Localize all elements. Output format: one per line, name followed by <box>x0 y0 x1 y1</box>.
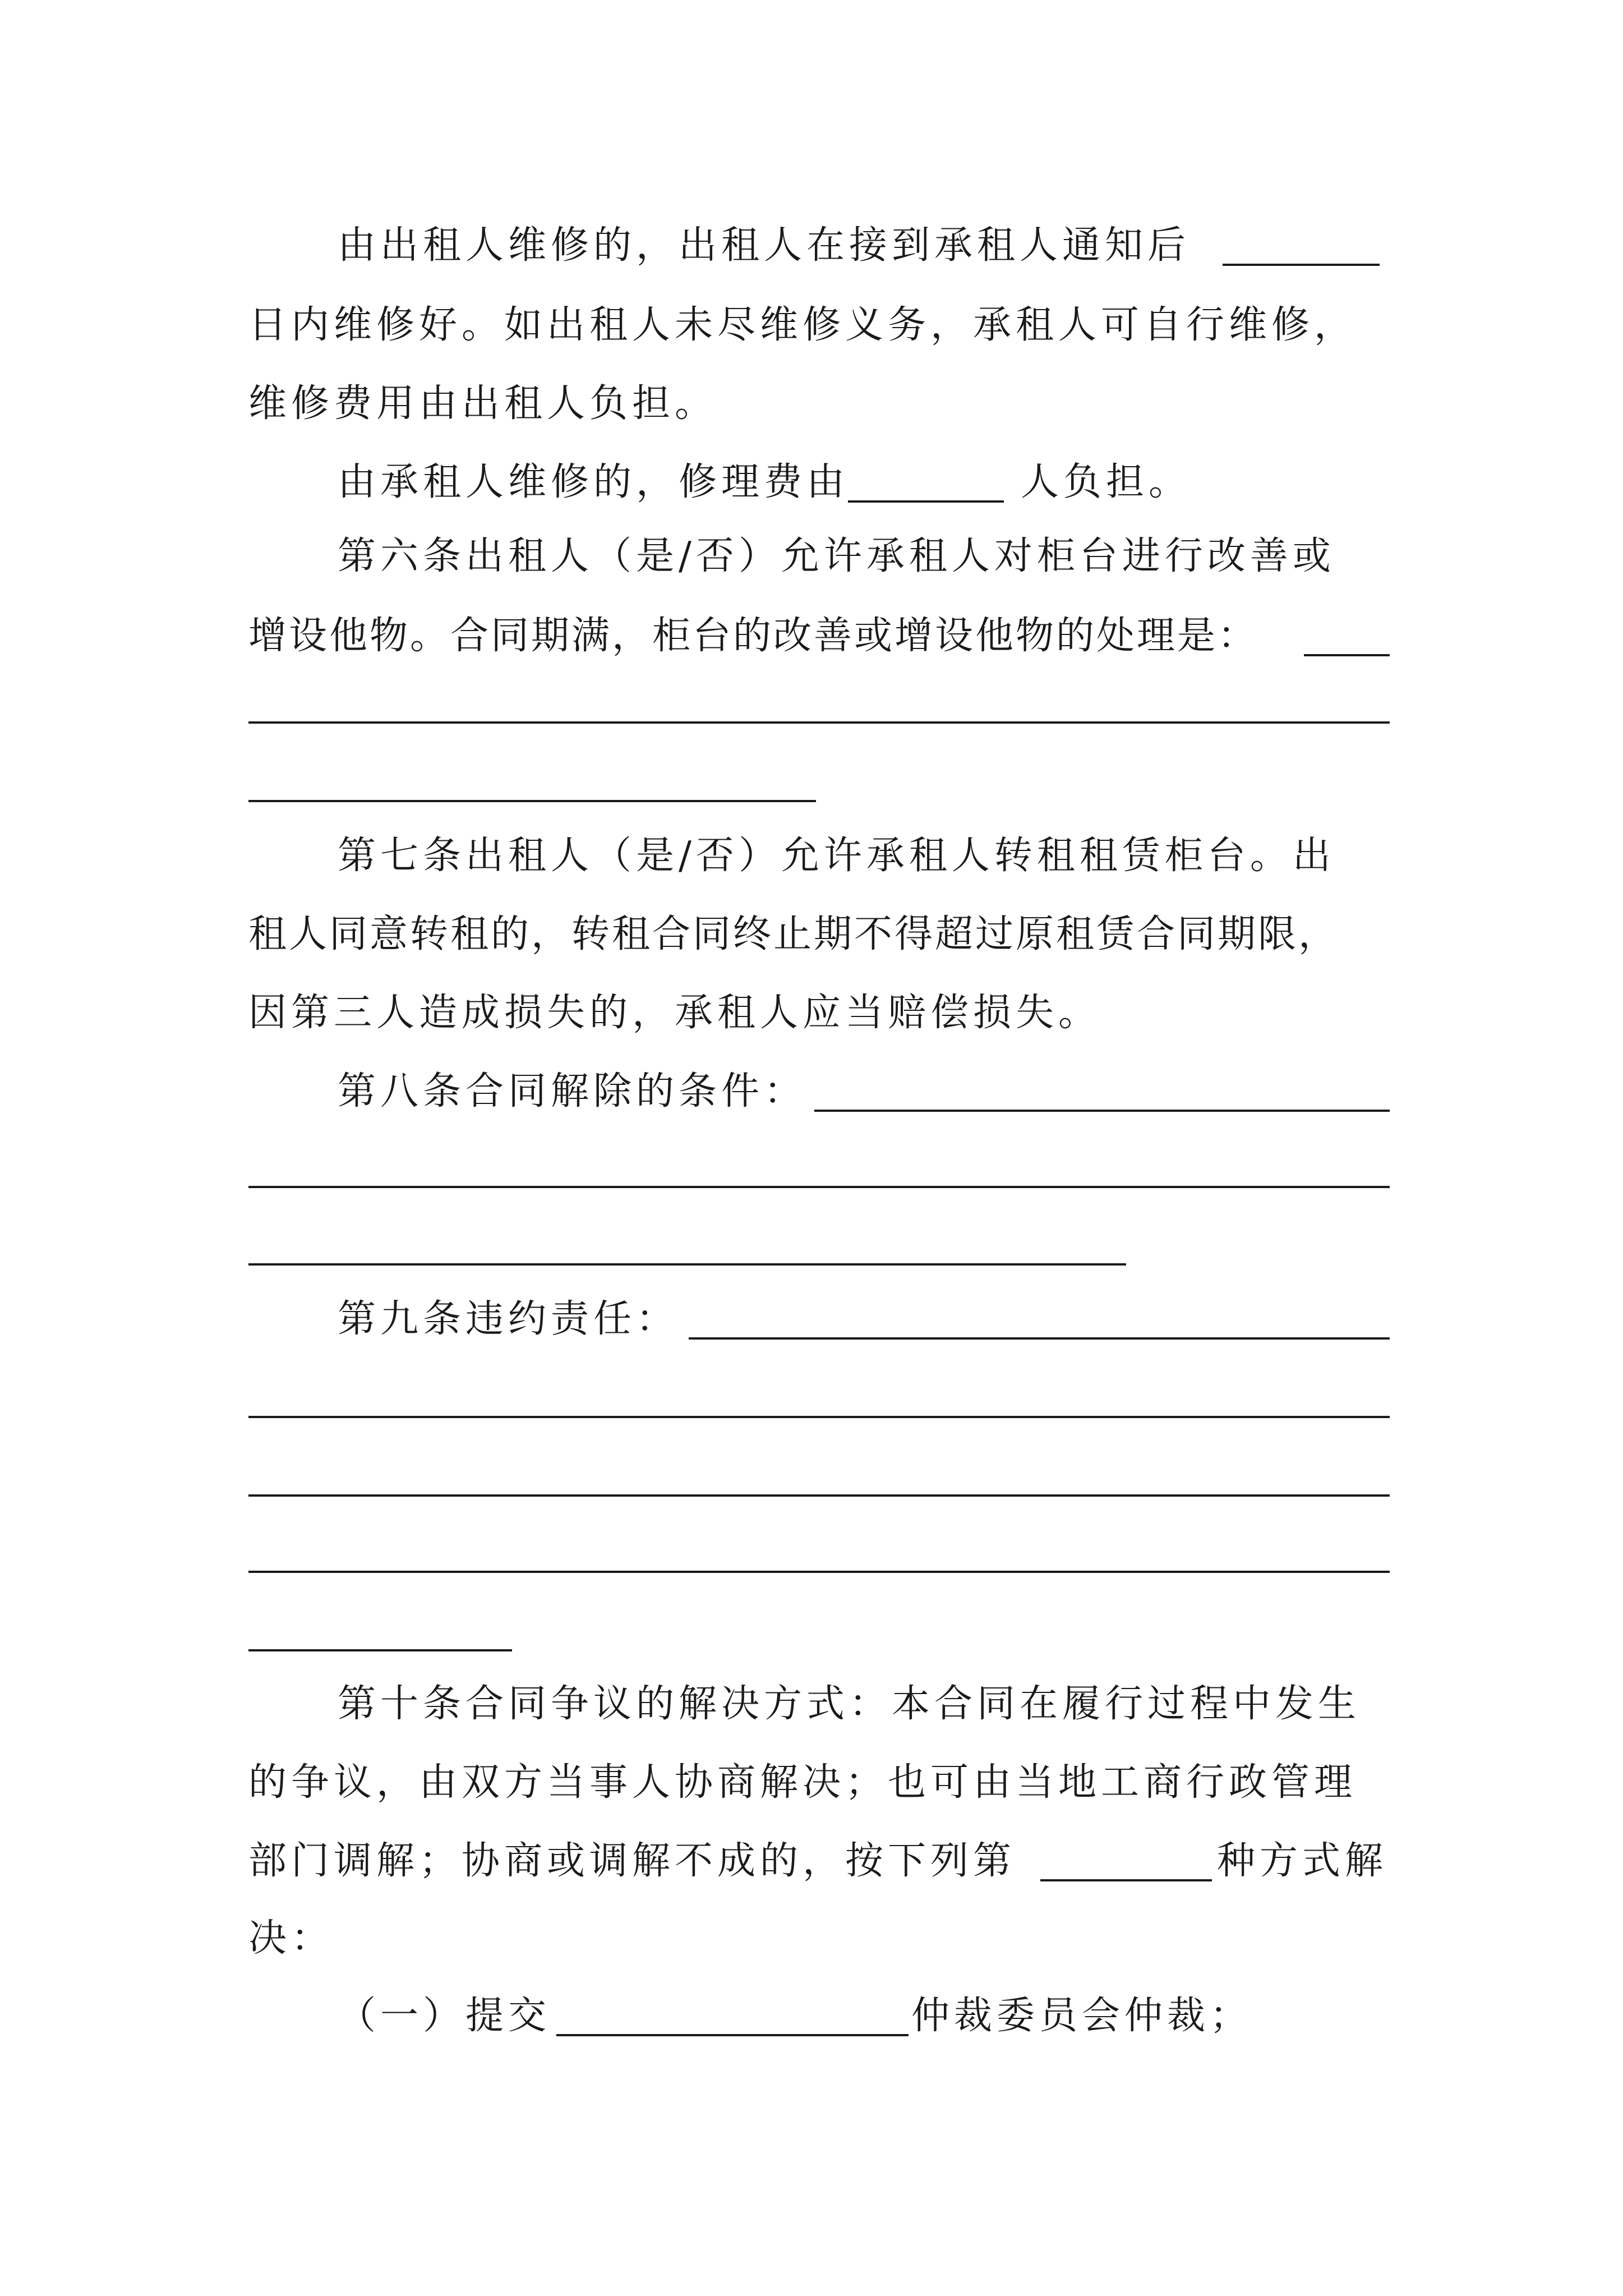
dispute-method-number-blank[interactable] <box>1040 1879 1212 1881</box>
article7-text-3: 因第三人造成损失的，承租人应当赔偿损失。 <box>248 991 1101 1035</box>
article7-text-1: 第七条出租人（是/否）允许承租人转租租赁柜台。出 <box>338 834 1335 878</box>
article6-handling-blank-1[interactable] <box>1304 654 1390 656</box>
repair-lessor-line-2 <box>0 292 1623 359</box>
repair-lessor-text-1: 由出租人维修的，出租人在接到承租人通知后 <box>338 223 1191 268</box>
article7-line-1 <box>0 822 1623 890</box>
arbitration-commission-blank[interactable] <box>556 2034 909 2036</box>
repair-days-blank[interactable] <box>1223 264 1380 266</box>
article10-text-3-before: 部门调解；协商或调解不成的，按下列第 <box>248 1839 1016 1883</box>
option1-line <box>0 1982 1623 2050</box>
article6-line-1 <box>0 523 1623 590</box>
repair-lessee-text-before: 由承租人维修的，修理费由 <box>338 460 850 504</box>
option1-text-before: （一）提交 <box>338 1994 551 2038</box>
repair-lessor-line-3 <box>0 370 1623 438</box>
repair-lessor-line-1 <box>0 212 1623 279</box>
article6-handling-blank-3[interactable] <box>248 800 816 802</box>
article8-conditions-blank-3[interactable] <box>248 1263 1126 1266</box>
article7-text-2: 租人同意转租的，转租合同终止期不得超过原租赁合同期限， <box>248 912 1339 956</box>
article9-label: 第九条违约责任： <box>338 1297 679 1341</box>
repair-lessor-text-3: 维修费用由出租人负担。 <box>248 381 718 426</box>
article8-label: 第八条合同解除的条件： <box>338 1069 807 1114</box>
article6-text-1: 第六条出租人（是/否）允许承租人对柜台进行改善或 <box>338 534 1335 578</box>
article9-liability-blank-2[interactable] <box>248 1416 1390 1418</box>
article7-line-3 <box>0 979 1623 1047</box>
article10-text-2: 的争议，由双方当事人协商解决；也可由当地工商行政管理 <box>248 1760 1357 1805</box>
article8-line-1 <box>0 1058 1623 1125</box>
option1-text-after: 仲裁委员会仲裁； <box>911 1994 1253 2038</box>
article10-line-4 <box>0 1905 1623 1972</box>
article10-text-3-after: 种方式解 <box>1217 1839 1388 1883</box>
article10-line-3 <box>0 1828 1623 1895</box>
repair-lessee-text-after: 人负担。 <box>1021 460 1192 504</box>
article10-line-2 <box>0 1749 1623 1816</box>
article6-handling-blank-2[interactable] <box>248 721 1390 724</box>
article10-line-1 <box>0 1671 1623 1738</box>
article6-line-2 <box>0 602 1623 670</box>
repair-lessor-text-2: 日内维修好。如出租人未尽维修义务，承租人可自行维修， <box>248 303 1357 347</box>
article10-text-4: 决： <box>248 1916 334 1961</box>
repair-lessee-line <box>0 449 1623 516</box>
article8-conditions-blank-1[interactable] <box>814 1110 1390 1112</box>
repair-cost-bearer-blank[interactable] <box>848 500 1004 503</box>
article8-conditions-blank-2[interactable] <box>248 1186 1390 1188</box>
article9-liability-blank-1[interactable] <box>689 1337 1390 1340</box>
article9-line-1 <box>0 1286 1623 1353</box>
article9-liability-blank-3[interactable] <box>248 1494 1390 1497</box>
article9-liability-blank-5[interactable] <box>248 1649 512 1651</box>
article10-text-1: 第十条合同争议的解决方式：本合同在履行过程中发生 <box>338 1682 1361 1726</box>
article9-liability-blank-4[interactable] <box>248 1571 1390 1573</box>
article6-text-2: 增设他物。合同期满，柜台的改善或增设他物的处理是： <box>248 614 1258 658</box>
article7-line-2 <box>0 901 1623 968</box>
